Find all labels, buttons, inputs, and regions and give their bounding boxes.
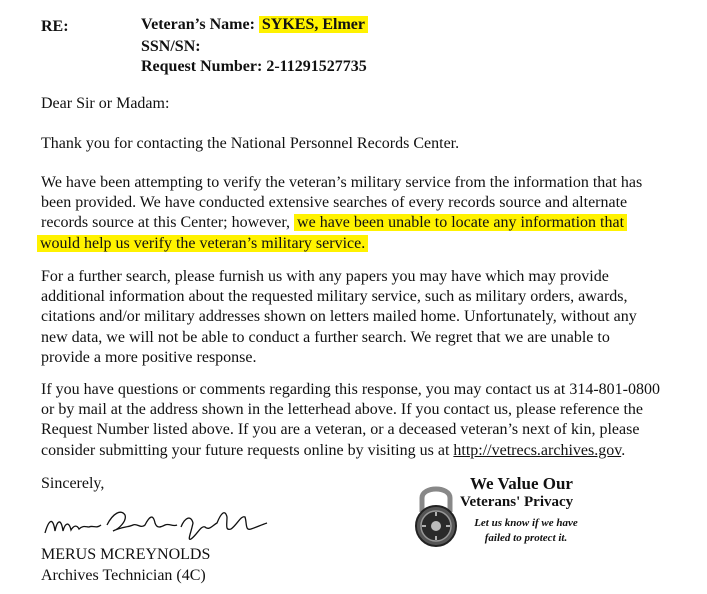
highlighted-text: would help us verify the veteran’s military service. xyxy=(37,235,368,252)
request-number-value: 2-11291527735 xyxy=(266,58,367,75)
text-line: additional information about the requested military service, such as military orders, awards, xyxy=(41,288,628,306)
badge-note xyxy=(456,516,596,546)
veteran-name-row xyxy=(141,16,368,34)
text-line: For a further search, please furnish us with any papers you may have which may provide xyxy=(41,268,609,285)
request-number-label: Request Number: xyxy=(141,58,263,75)
vetrecs-link[interactable]: http://vetrecs.archives.gov xyxy=(453,441,622,459)
text-line: Request Number listed above. If you are a veteran, or a deceased veteran’s next of kin, please xyxy=(41,421,640,439)
paragraph-contact xyxy=(41,380,681,461)
text-line: citations and/or military addresses shown on letters mailed home. Unfortunately, without any xyxy=(41,308,637,326)
paragraph-further-search xyxy=(41,267,681,368)
signer-title: Archives Technician (4C) xyxy=(41,567,206,584)
badge-subtitle: Veterans' Privacy xyxy=(460,494,574,510)
paragraph-thanks: Thank you for contacting the National Personnel Records Center. xyxy=(41,135,460,152)
highlighted-text: we have been unable to locate any information that xyxy=(294,214,627,231)
text-line: provide a more positive response. xyxy=(41,348,257,366)
text-line xyxy=(41,213,681,233)
privacy-badge xyxy=(412,474,602,554)
text-line: been provided. We have conducted extensive searches of every records source and alternate xyxy=(41,194,628,212)
ssn-label: SSN/SN: xyxy=(141,38,201,55)
signature-image xyxy=(41,503,281,545)
badge-note-line: Let us know if we have xyxy=(474,517,578,529)
text-line: or by mail at the address shown in the letterhead above. If you contact us, please reference the xyxy=(41,401,643,419)
text-line: We have been attempting to verify the veteran’s military service from the information that has xyxy=(41,174,643,191)
signer-name: MERUS MCREYNOLDS xyxy=(41,546,211,563)
text-segment: . xyxy=(621,441,626,459)
text-segment: records source at this Center; however, xyxy=(41,214,295,232)
text-segment: consider submitting your future requests online by visiting us at xyxy=(41,441,454,459)
badge-title: We Value Our xyxy=(470,474,573,493)
veteran-name-value: SYKES, Elmer xyxy=(259,16,368,33)
paragraph-search-result xyxy=(41,173,681,254)
text-line xyxy=(41,234,681,254)
re-label: RE: xyxy=(41,18,69,35)
request-number-row xyxy=(141,58,367,76)
salutation: Dear Sir or Madam: xyxy=(41,95,170,112)
text-line: If you have questions or comments regarding this response, you may contact us at 314-801-0800 xyxy=(41,381,660,398)
closing: Sincerely, xyxy=(41,475,105,492)
padlock-icon xyxy=(414,482,458,550)
badge-note-line: failed to protect it. xyxy=(484,532,568,544)
veteran-name-label: Veteran’s Name: xyxy=(141,16,255,33)
text-line xyxy=(41,441,681,461)
text-line: new data, we will not be able to conduct a further search. We regret that we are unable to xyxy=(41,328,610,346)
